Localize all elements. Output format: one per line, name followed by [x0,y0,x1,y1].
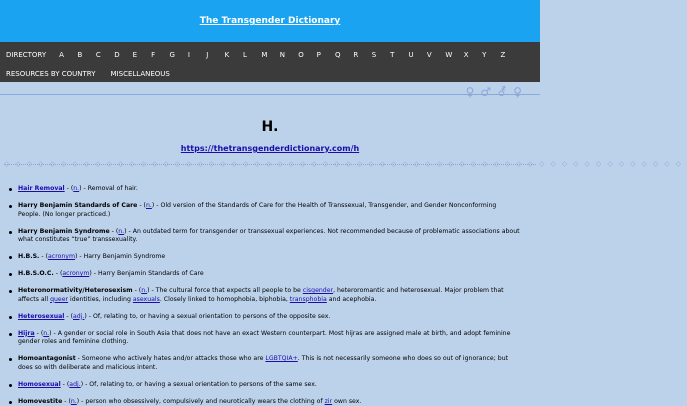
part-of-speech-link[interactable]: acronym [62,270,90,278]
part-of-speech-link[interactable]: n. [43,329,50,337]
nav-directory[interactable]: DIRECTORY [6,51,47,59]
entry-list [0,185,540,406]
nav-row-secondary [6,67,185,81]
entry-definition: The cultural force that expects all people to be [155,287,303,295]
nav-letter-s[interactable]: S [371,51,377,59]
entry-definition: identities, including [68,295,133,303]
gender-symbol-icon: ♀ [513,85,522,99]
nav-letter-i[interactable]: I [187,51,190,59]
list-item: Homoantagonist - Someone who actively hates and/or attacks those who are LGBTQIA+. This is not necessarily someone who does so out of ignorance; but does so with deliberate and malicious intent. [8,355,520,372]
part-of-speech-link[interactable]: adj. [69,380,81,388]
definition-link[interactable]: transphobia [289,295,327,303]
entry-definition: . Closely linked to homophobia, biphobia, [159,295,290,303]
nav-letter-r[interactable]: R [353,51,359,59]
entry-definition: Harry Benjamin Standards of Care [97,270,204,278]
entry-definition: An outdated term for transgender or transsexual experiences. Not recommended because of problematic associations about what constitutes “true” transsexuality. [18,227,520,244]
page-url-link[interactable]: https://thetransgenderdictionary.com/h [180,144,360,153]
part-of-speech-link[interactable]: n. [145,201,152,209]
entry-definition: A gender or social role in South Asia that does not have an exact Western counterpart. Most hijras are assigned male at birth, and adopt feminine gender roles and feminine clothing. [18,329,511,346]
entry-definition: person who obsessively, compulsively and neurotically wears the clothing of [85,397,325,405]
list-item: Hijra - (n.) - A gender or social role in South Asia that does not have an exact Western counterpart. Most hijras are assigned male at birth, and adopt feminine gender roles and feminine clothing. [8,330,520,347]
entry-definition: . This is not necessarily someone who does so out of ignorance; but does so with deliberate and malicious intent. [18,355,509,371]
gender-symbol-icon: ♂ [480,85,492,99]
definition-link[interactable]: asexuals [132,295,160,303]
part-of-speech-link[interactable]: adj. [73,312,85,320]
entry-term[interactable] [18,313,64,320]
nav-letter-v[interactable]: V [426,51,432,59]
definition-link[interactable]: queer [50,295,69,303]
entry-definition: Of, relating to, or having a sexual orientation to persons of the opposite sex. [93,312,331,320]
nav-resources-by-country[interactable]: RESOURCES BY COUNTRY [6,70,96,78]
list-item: Heterosexual - (adj.) - Of, relating to, or having a sexual orientation to persons of the opposite sex. [8,313,520,322]
nav-letter-b[interactable]: B [77,51,83,59]
entry-term-link[interactable]: Homosexual [18,380,61,388]
entry-term: Heteronormativity/Heterosexism [18,287,133,295]
entry-definition: and acephobia. [326,295,377,303]
entry-term: H.B.S. [18,253,40,261]
divider-icons [466,85,522,99]
list-item: H.B.S. - (acronym) - Harry Benjamin Syndrome [8,253,520,262]
nav-letter-t[interactable]: T [390,51,395,59]
nav-letter-c[interactable]: C [95,51,101,59]
site-header [0,0,540,42]
entry-definition: own sex. [332,397,362,405]
entry-term: Harry Benjamin Syndrome [18,227,110,235]
nav-letter-n[interactable]: N [279,51,286,59]
part-of-speech-link[interactable]: n. [118,227,125,235]
list-item: Homovestite - (n.) - person who obsessively, compulsively and neurotically wears the clothing of zir own sex. [8,398,520,406]
gender-symbol-icon: ♀ [465,85,475,99]
nav-letter-u[interactable]: U [408,51,414,59]
entry-term[interactable] [18,381,61,388]
part-of-speech-link[interactable]: n. [73,185,80,192]
site-title-link[interactable]: The Transgender Dictionary [199,16,341,26]
list-item: Harry Benjamin Standards of Care - (n.) - Old version of the Standards of Care for the Health of Transsexual, Transgender, and Gender Nonconforming People. (No longer practiced.) [8,202,520,219]
entry-term[interactable] [18,185,65,192]
part-of-speech-link[interactable]: n. [70,397,77,405]
part-of-speech-link[interactable]: acronym [48,253,75,261]
entry-term-link[interactable]: Heterosexual [18,312,65,320]
nav-letter-f[interactable]: F [151,51,156,59]
nav-letter-d[interactable]: D [114,51,120,59]
list-item: Heteronormativity/Heterosexism - (n.) - The cultural force that expects all people to be cisgender, heteroromantic and heterosexual. Major problem that affects all queer identities, including asexuals. Closely linked to homophobia, biphobia, transphobia and acephobia. [8,287,520,304]
entry-definition: Someone who actively hates and/or attacks those who are [81,355,266,363]
nav-letter-l[interactable]: L [243,51,247,59]
nav-letter-y[interactable]: Y [482,51,487,59]
nav-letter-w[interactable]: W [445,51,453,59]
ornament-divider [0,82,540,102]
entry-definition: Old version of the Standards of Care for the Health of Transsexual, Transgender, and Gender Nonconforming People. (No longer practiced.) [18,201,497,218]
list-item: Homosexual - (adj.) - Of, relating to, or having a sexual orientation to persons of the same sex. [8,381,520,390]
entry-term[interactable] [18,330,35,337]
nav-letter-e[interactable]: E [132,51,138,59]
entry-definition: Harry Benjamin Syndrome [83,253,166,261]
nav-miscellaneous[interactable]: MISCELLANEOUS [110,70,170,78]
nav-letter-g[interactable]: G [169,51,175,59]
entry-definition: , heteroromantic and heterosexual. Major problem that affects all [18,287,504,303]
nav-letter-q[interactable]: Q [334,51,341,59]
nav-letter-p[interactable]: P [316,51,321,59]
nav-letter-k[interactable]: K [224,51,230,59]
entry-term: H.B.S.O.C. [18,270,54,278]
definition-link[interactable]: zir [324,397,333,405]
part-of-speech-link[interactable]: n. [141,287,148,295]
definition-link[interactable]: LGBTQIA+ [265,355,298,363]
nav-letter-j[interactable]: J [206,51,209,59]
list-item: Harry Benjamin Syndrome - (n.) - An outdated term for transgender or transsexual experiences. Not recommended because of problematic associations about what constitutes “true” transsexuality. [8,228,520,245]
definition-link[interactable]: cisgender [302,287,334,295]
entry-term: Homovestite [18,397,63,405]
entry-term-link[interactable]: Hijra [18,329,35,337]
entry-term: Homoantagonist [18,355,76,363]
nav-letter-x[interactable]: X [463,51,469,59]
nav-letter-z[interactable]: Z [500,51,506,59]
gender-symbol-icon: ⚦ [497,85,508,99]
entry-term-link[interactable]: Hair Removal [18,185,65,192]
nav-row-letters [6,48,519,62]
nav-letter-m[interactable]: M [261,51,268,59]
page-url [0,144,540,153]
chain-divider: ◇◇◇◇◇◇◇◇◇◇◇◇◇◇◇◇◇◇◇◇◇◇◇◇◇◇◇◇◇◇◇◇◇◇◇◇◇◇◇◇◇◇◇◇◇◇◇◇◇◇◇◇◇◇◇◇◇◇◇◇ [4,160,687,168]
nav-letter-o[interactable]: O [298,51,304,59]
entry-definition: Of, relating to, or having a sexual orientation to persons of the same sex. [89,380,317,388]
page-title: H. [261,119,279,135]
main-nav [0,42,540,82]
entry-definition: Removal of hair. [87,185,138,192]
list-item: H.B.S.O.C. - (acronym) - Harry Benjamin Standards of Care [8,270,520,279]
nav-letter-a[interactable]: A [59,51,64,59]
entry-term: Harry Benjamin Standards of Care [18,201,138,209]
list-item: Hair Removal - (n.) - Removal of hair. [8,185,520,194]
